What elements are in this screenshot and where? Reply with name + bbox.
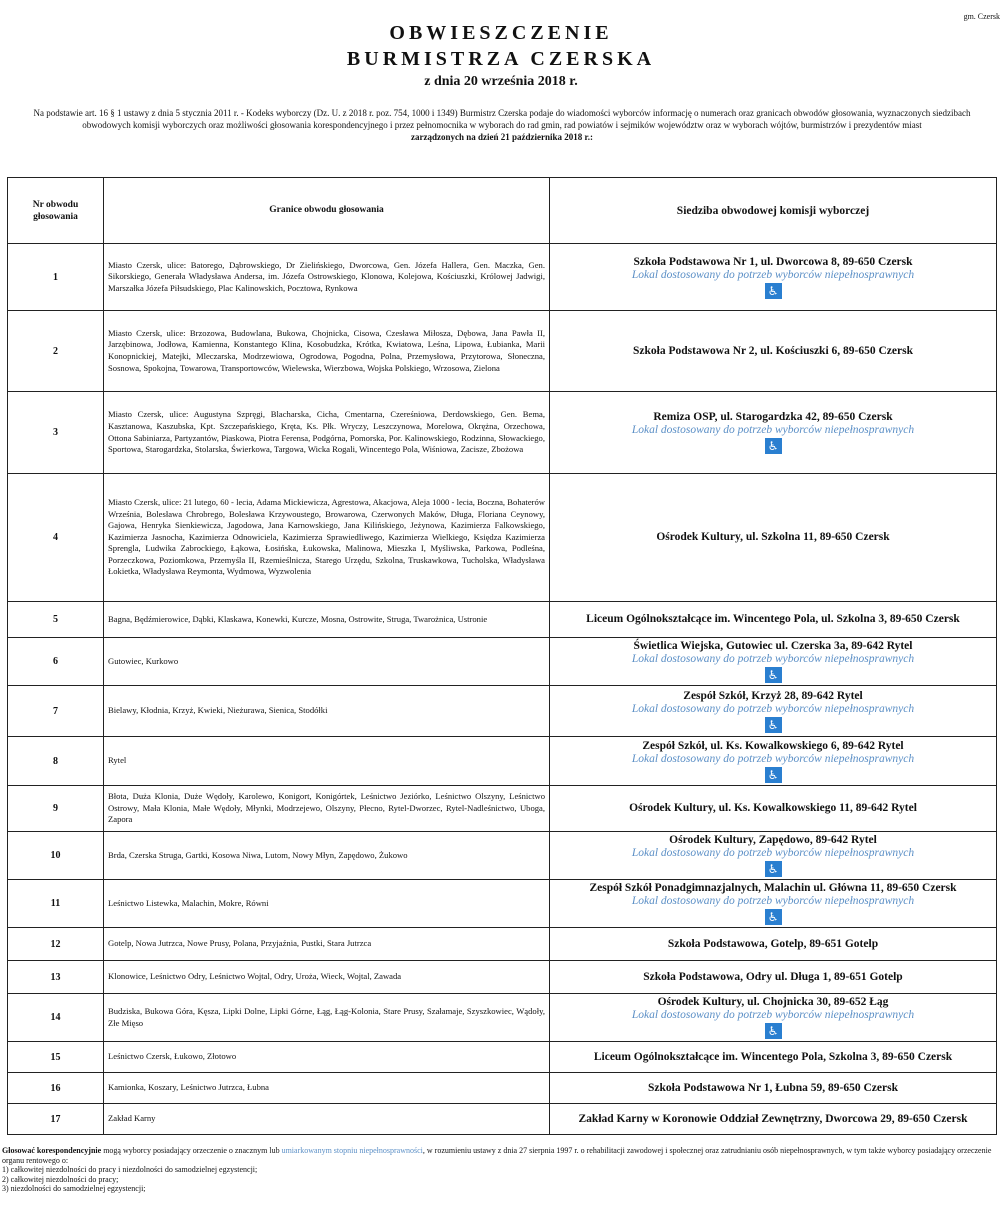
- row-number: 10: [8, 832, 104, 880]
- header-siedziba: Siedziba obwodowej komisji wyborczej: [550, 178, 997, 244]
- row-number: 2: [8, 311, 104, 392]
- siedziba-name: Remiza OSP, ul. Starogardzka 42, 89-650 Czersk: [653, 411, 893, 423]
- intro-ordered: zarządzonych na dzień 21 października 2018 r.:: [411, 132, 593, 142]
- row-number: 15: [8, 1042, 104, 1073]
- title-line2: BURMISTRZA CZERSKA: [346, 48, 656, 70]
- row-granice: Gutowiec, Kurkowo: [104, 638, 550, 686]
- wheelchair-icon: ♿: [765, 667, 782, 683]
- row-granice: Kamionka, Koszary, Leśnictwo Jutrzca, Łubna: [104, 1073, 550, 1104]
- accessible-venue-note: Lokal dostosowany do potrzeb wyborców niepełnosprawnych: [631, 268, 915, 281]
- table-row: [8, 311, 997, 392]
- row-siedziba: [550, 392, 997, 474]
- table-row: [8, 244, 997, 311]
- row-number: 11: [8, 880, 104, 928]
- table-row: [8, 880, 997, 928]
- siedziba-name: Świetlica Wiejska, Gutowiec ul. Czerska 3a, 89-642 Rytel: [633, 640, 913, 652]
- siedziba-name: Szkoła Podstawowa, Odry ul. Długa 1, 89-651 Gotelp: [643, 970, 903, 983]
- wheelchair-icon: ♿: [765, 767, 782, 783]
- row-siedziba: [550, 1104, 997, 1135]
- districts-table: [7, 177, 997, 1135]
- table-body: [8, 244, 997, 1135]
- document-date: z dnia 20 września 2018 r.: [424, 74, 578, 89]
- row-siedziba: [550, 474, 997, 602]
- row-granice: Bagna, Będźmierowice, Dąbki, Klaskawa, Konewki, Kurcze, Mosna, Ostrowite, Struga, Twarożnica, Ustronie: [104, 602, 550, 638]
- header-nr: Nr obwodu głosowania: [8, 178, 104, 244]
- footer-item-1: 1) całkowitej niezdolności do pracy i niezdolności do samodzielnej egzystencji;: [2, 1165, 258, 1174]
- row-number: 5: [8, 602, 104, 638]
- row-number: 17: [8, 1104, 104, 1135]
- row-granice: Bielawy, Kłodnia, Krzyż, Kwieki, Nieżurawa, Sienica, Stodółki: [104, 686, 550, 737]
- accessible-venue-note: Lokal dostosowany do potrzeb wyborców niepełnosprawnych: [631, 895, 915, 907]
- row-number: 6: [8, 638, 104, 686]
- wheelchair-icon: ♿: [765, 717, 782, 733]
- table-row: [8, 474, 997, 602]
- wheelchair-icon: ♿: [765, 909, 782, 925]
- row-siedziba: [550, 961, 997, 994]
- siedziba-name: Liceum Ogólnokształcące im. Wincentego Pola, ul. Szkolna 3, 89-650 Czersk: [586, 613, 960, 625]
- accessible-venue-note: Lokal dostosowany do potrzeb wyborców niepełnosprawnych: [631, 653, 915, 665]
- footer-lead-text: mogą wyborcy posiadający orzeczenie o znacznym lub: [103, 1146, 280, 1155]
- row-siedziba: [550, 311, 997, 392]
- footer-item-3: 3) niezdolności do samodzielnej egzystencji;: [2, 1184, 146, 1193]
- corner-note: gm. Czersk: [963, 12, 1000, 21]
- row-siedziba: [550, 880, 997, 928]
- row-siedziba: [550, 602, 997, 638]
- row-number: 13: [8, 961, 104, 994]
- row-number: 14: [8, 994, 104, 1042]
- row-granice: Brda, Czerska Struga, Gartki, Kosowa Niwa, Lutom, Nowy Młyn, Zapędowo, Żukowo: [104, 832, 550, 880]
- row-granice: Miasto Czersk, ulice: Augustyna Szpręgi, Blacharska, Cicha, Cmentarna, Czereśniowa, Derdowskiego, Gen. Bema, Kasztanowa, Kaszubska, Kpt. Szczepańskiego, Kręta, Ks. Płk. Wryczy, Leszczynowa, Morelowa, Okrężna, Orzechowa, Ottona Sabiniarza, Partyzantów, Piaskowa, Piotra Ferensa, Podgórna, Pomorska, Por. Kalinowskiego, Rodzinna, Słowackiego, Sportowa, Starogardzka, Stolarska, Świerkowa, Targowa, Wicka Rogali, Wincentego Pola, Wiśniowa, Zacisze, Zbożowa: [104, 392, 550, 474]
- row-siedziba: [550, 638, 997, 686]
- table-row: [8, 1042, 997, 1073]
- row-granice: Miasto Czersk, ulice: Batorego, Dąbrowskiego, Dr Zielińskiego, Dworcowa, Gen. Józefa Hallera, Gen. Maczka, Gen. Sikorskiego, Generała Władysława Andersa, im. Józefa Ostrowskiego, Klonowa, Kolejowa, Kościuszki, Królowej Jadwigi, Marszałka Józefa Piłsudskiego, Plac Kalinowskich, Pocztowa, Rynkowa: [104, 244, 550, 311]
- table-row: [8, 928, 997, 961]
- row-siedziba: [550, 994, 997, 1042]
- row-siedziba: [550, 928, 997, 961]
- row-granice: Zakład Karny: [104, 1104, 550, 1135]
- wheelchair-icon: ♿: [765, 438, 782, 454]
- wheelchair-icon: ♿: [765, 861, 782, 877]
- row-siedziba: [550, 686, 997, 737]
- row-number: 16: [8, 1073, 104, 1104]
- row-granice: Leśnictwo Listewka, Malachin, Mokre, Równi: [104, 880, 550, 928]
- siedziba-name: Szkoła Podstawowa Nr 1, ul. Dworcowa 8, 89-650 Czersk: [633, 255, 913, 268]
- table-row: [8, 392, 997, 474]
- accessible-venue-note: Lokal dostosowany do potrzeb wyborców niepełnosprawnych: [631, 847, 915, 859]
- wheelchair-icon: ♿: [765, 283, 782, 299]
- title-line1: OBWIESZCZENIE: [389, 22, 613, 44]
- siedziba-name: Zespół Szkół Ponadgimnazjalnych, Malachin ul. Główna 11, 89-650 Czersk: [589, 882, 957, 894]
- table-row: [8, 832, 997, 880]
- row-number: 3: [8, 392, 104, 474]
- siedziba-name: Zespół Szkół, ul. Ks. Kowalkowskiego 6, 89-642 Rytel: [642, 739, 904, 752]
- row-granice: Rytel: [104, 737, 550, 786]
- row-number: 8: [8, 737, 104, 786]
- footer-notes: [2, 1146, 998, 1194]
- siedziba-name: Ośrodek Kultury, ul. Ks. Kowalkowskiego 11, 89-642 Rytel: [629, 802, 917, 814]
- table-row: [8, 638, 997, 686]
- table-row: [8, 1104, 997, 1135]
- accessible-venue-note: Lokal dostosowany do potrzeb wyborców niepełnosprawnych: [631, 424, 915, 436]
- row-siedziba: [550, 1042, 997, 1073]
- table-row: [8, 786, 997, 832]
- siedziba-name: Zespół Szkół, Krzyż 28, 89-642 Rytel: [683, 689, 863, 702]
- row-granice: Miasto Czersk, ulice: 21 lutego, 60 - lecia, Adama Mickiewicza, Agrestowa, Akacjowa, Aleja 1000 - lecia, Boczna, Bohaterów Września, Bolesława Chrobrego, Bolesława Krzywoustego, Browarowa, Czerwonych Maków, Długa, Floriana Ceynowy, Gajowa, Henryka Sienkiewicza, Jagodowa, Jana Karnowskiego, Jana Kilińskiego, Jeżynowa, Kazimierza Falkowskiego, Kazimierza Jasnocha, Kazimierza Odnowiciela, Kazimierza Sprawiedliwego, Kazimierza Wielkiego, Księdza Kazimierza Sprengla, Ludwika Zabrockiego, Łąkowa, Łosińska, Łukowska, Malinowa, Mieszka I, Myśliwska, Parkowa, Podleśna, Porzeczkowa, Poziomkowa, Przemyśla II, Rzemieślnicza, Starego Urzędu, Szkolna, Truskawkowa, Tucholska, Władysława Łokietka, Władysława Reymonta, Wydmowa, Wyzwolenia: [104, 474, 550, 602]
- table-row: [8, 961, 997, 994]
- siedziba-name: Liceum Ogólnokształcące im. Wincentego Pola, Szkolna 3, 89-650 Czersk: [593, 1050, 953, 1063]
- wheelchair-icon: ♿: [765, 1023, 782, 1039]
- intro-text: Na podstawie art. 16 § 1 ustawy z dnia 5 stycznia 2011 r. - Kodeks wyborczy (Dz. U. z 2018 r. poz. 754, 1000 i 1349) Burmistrz Czerska podaje do wiadomości wyborców informację o numerach oraz granicach obwodów głosowania, wyznaczonych siedzibach obwodowych komisji wyborczych oraz możliwości głosowania korespondencyjnego i przez pełnomocnika w wyborach do rad gmin, rad powiatów i sejmików województw oraz w wyborach wójtów, burmistrzów i prezydentów miast: [33, 108, 971, 130]
- footer-item-2: 2) całkowitej niezdolności do pracy;: [2, 1174, 119, 1184]
- footer-lead-blue: umiarkowanym stopniu niepełnosprawności: [281, 1146, 423, 1155]
- header-granice: Granice obwodu głosowania: [104, 178, 550, 244]
- row-granice: Błota, Duża Klonia, Duże Wędoły, Karolewo, Konigort, Konigórtek, Leśnictwo Jeziórko, Leśnictwo Olszyny, Leśnictwo Ostrowy, Mała Klonia, Małe Wędoły, Młynki, Modrzejewo, Olszyny, Płecno, Rytel-Dworzec, Rytel-Nadleśnictwo, Uboga, Zapora: [104, 786, 550, 832]
- row-siedziba: [550, 737, 997, 786]
- accessible-venue-note: Lokal dostosowany do potrzeb wyborców niepełnosprawnych: [631, 752, 915, 765]
- table-row: [8, 737, 997, 786]
- intro-paragraph: [14, 107, 990, 143]
- row-number: 4: [8, 474, 104, 602]
- row-siedziba: [550, 244, 997, 311]
- siedziba-name: Szkoła Podstawowa Nr 2, ul. Kościuszki 6, 89-650 Czersk: [633, 344, 913, 357]
- accessible-venue-note: Lokal dostosowany do potrzeb wyborców niepełnosprawnych: [631, 702, 915, 715]
- row-granice: Leśnictwo Czersk, Łukowo, Złotowo: [104, 1042, 550, 1073]
- row-number: 1: [8, 244, 104, 311]
- siedziba-name: Ośrodek Kultury, Zapędowo, 89-642 Rytel: [669, 834, 877, 846]
- row-siedziba: [550, 786, 997, 832]
- table-row: [8, 994, 997, 1042]
- table-row: [8, 686, 997, 737]
- siedziba-name: Zakład Karny w Koronowie Oddział Zewnętrzny, Dworcowa 29, 89-650 Czersk: [578, 1112, 968, 1125]
- row-granice: Miasto Czersk, ulice: Brzozowa, Budowlana, Bukowa, Chojnicka, Cisowa, Czesława Miłosza, Dębowa, Jana Pawła II, Jarzębinowa, Jodłowa, Kamienna, Konstantego Klina, Kosobudzka, Krótka, Kwiatowa, Leśna, Lipowa, Łubianka, Marii Konopnickiej, Matejki, Mleczarska, Modrzewiowa, Ogrodowa, Pogodna, Polna, Przemysłowa, Przytorowa, Słoneczna, Sosnowa, Spokojna, Towarowa, Transportowców, Wielewska, Wierzbowa, Wojska Polskiego, Wrzosowa, Zielona: [104, 311, 550, 392]
- accessible-venue-note: Lokal dostosowany do potrzeb wyborców niepełnosprawnych: [631, 1009, 915, 1021]
- table-row: [8, 602, 997, 638]
- row-granice: Klonowice, Leśnictwo Odry, Leśnictwo Wojtal, Odry, Uroża, Wieck, Wojtal, Zawada: [104, 961, 550, 994]
- row-siedziba: [550, 832, 997, 880]
- siedziba-name: Szkoła Podstawowa, Gotelp, 89-651 Gotelp: [667, 937, 879, 950]
- siedziba-name: Szkoła Podstawowa Nr 1, Łubna 59, 89-650 Czersk: [648, 1081, 898, 1094]
- row-granice: Budziska, Bukowa Góra, Kęsza, Lipki Dolne, Lipki Górne, Łąg, Łąg-Kolonia, Stare Prusy, Szałamaje, Szyszkowiec, Wądoły, Złe Mięso: [104, 994, 550, 1042]
- table-row: [8, 1073, 997, 1104]
- row-number: 7: [8, 686, 104, 737]
- row-siedziba: [550, 1073, 997, 1104]
- row-granice: Gotelp, Nowa Jutrzca, Nowe Prusy, Polana, Przyjaźnia, Pustki, Stara Jutrzca: [104, 928, 550, 961]
- footer-lead-bold: Głosować korespondencyjnie: [2, 1146, 102, 1155]
- siedziba-name: Ośrodek Kultury, ul. Szkolna 11, 89-650 Czersk: [656, 531, 890, 543]
- table-header-row: [8, 178, 997, 244]
- footer-lead-rest: , w rozumieniu ustawy z dnia 27 sierpnia 1997 r. o rehabilitacji zawodowej i społecznej oraz zatrudnianiu osób niepełnosprawnych, w tym także wyborcy posiadający orzeczenie organu rentowego o:: [2, 1146, 992, 1165]
- siedziba-name: Ośrodek Kultury, ul. Chojnicka 30, 89-652 Łąg: [657, 996, 889, 1008]
- row-number: 9: [8, 786, 104, 832]
- row-number: 12: [8, 928, 104, 961]
